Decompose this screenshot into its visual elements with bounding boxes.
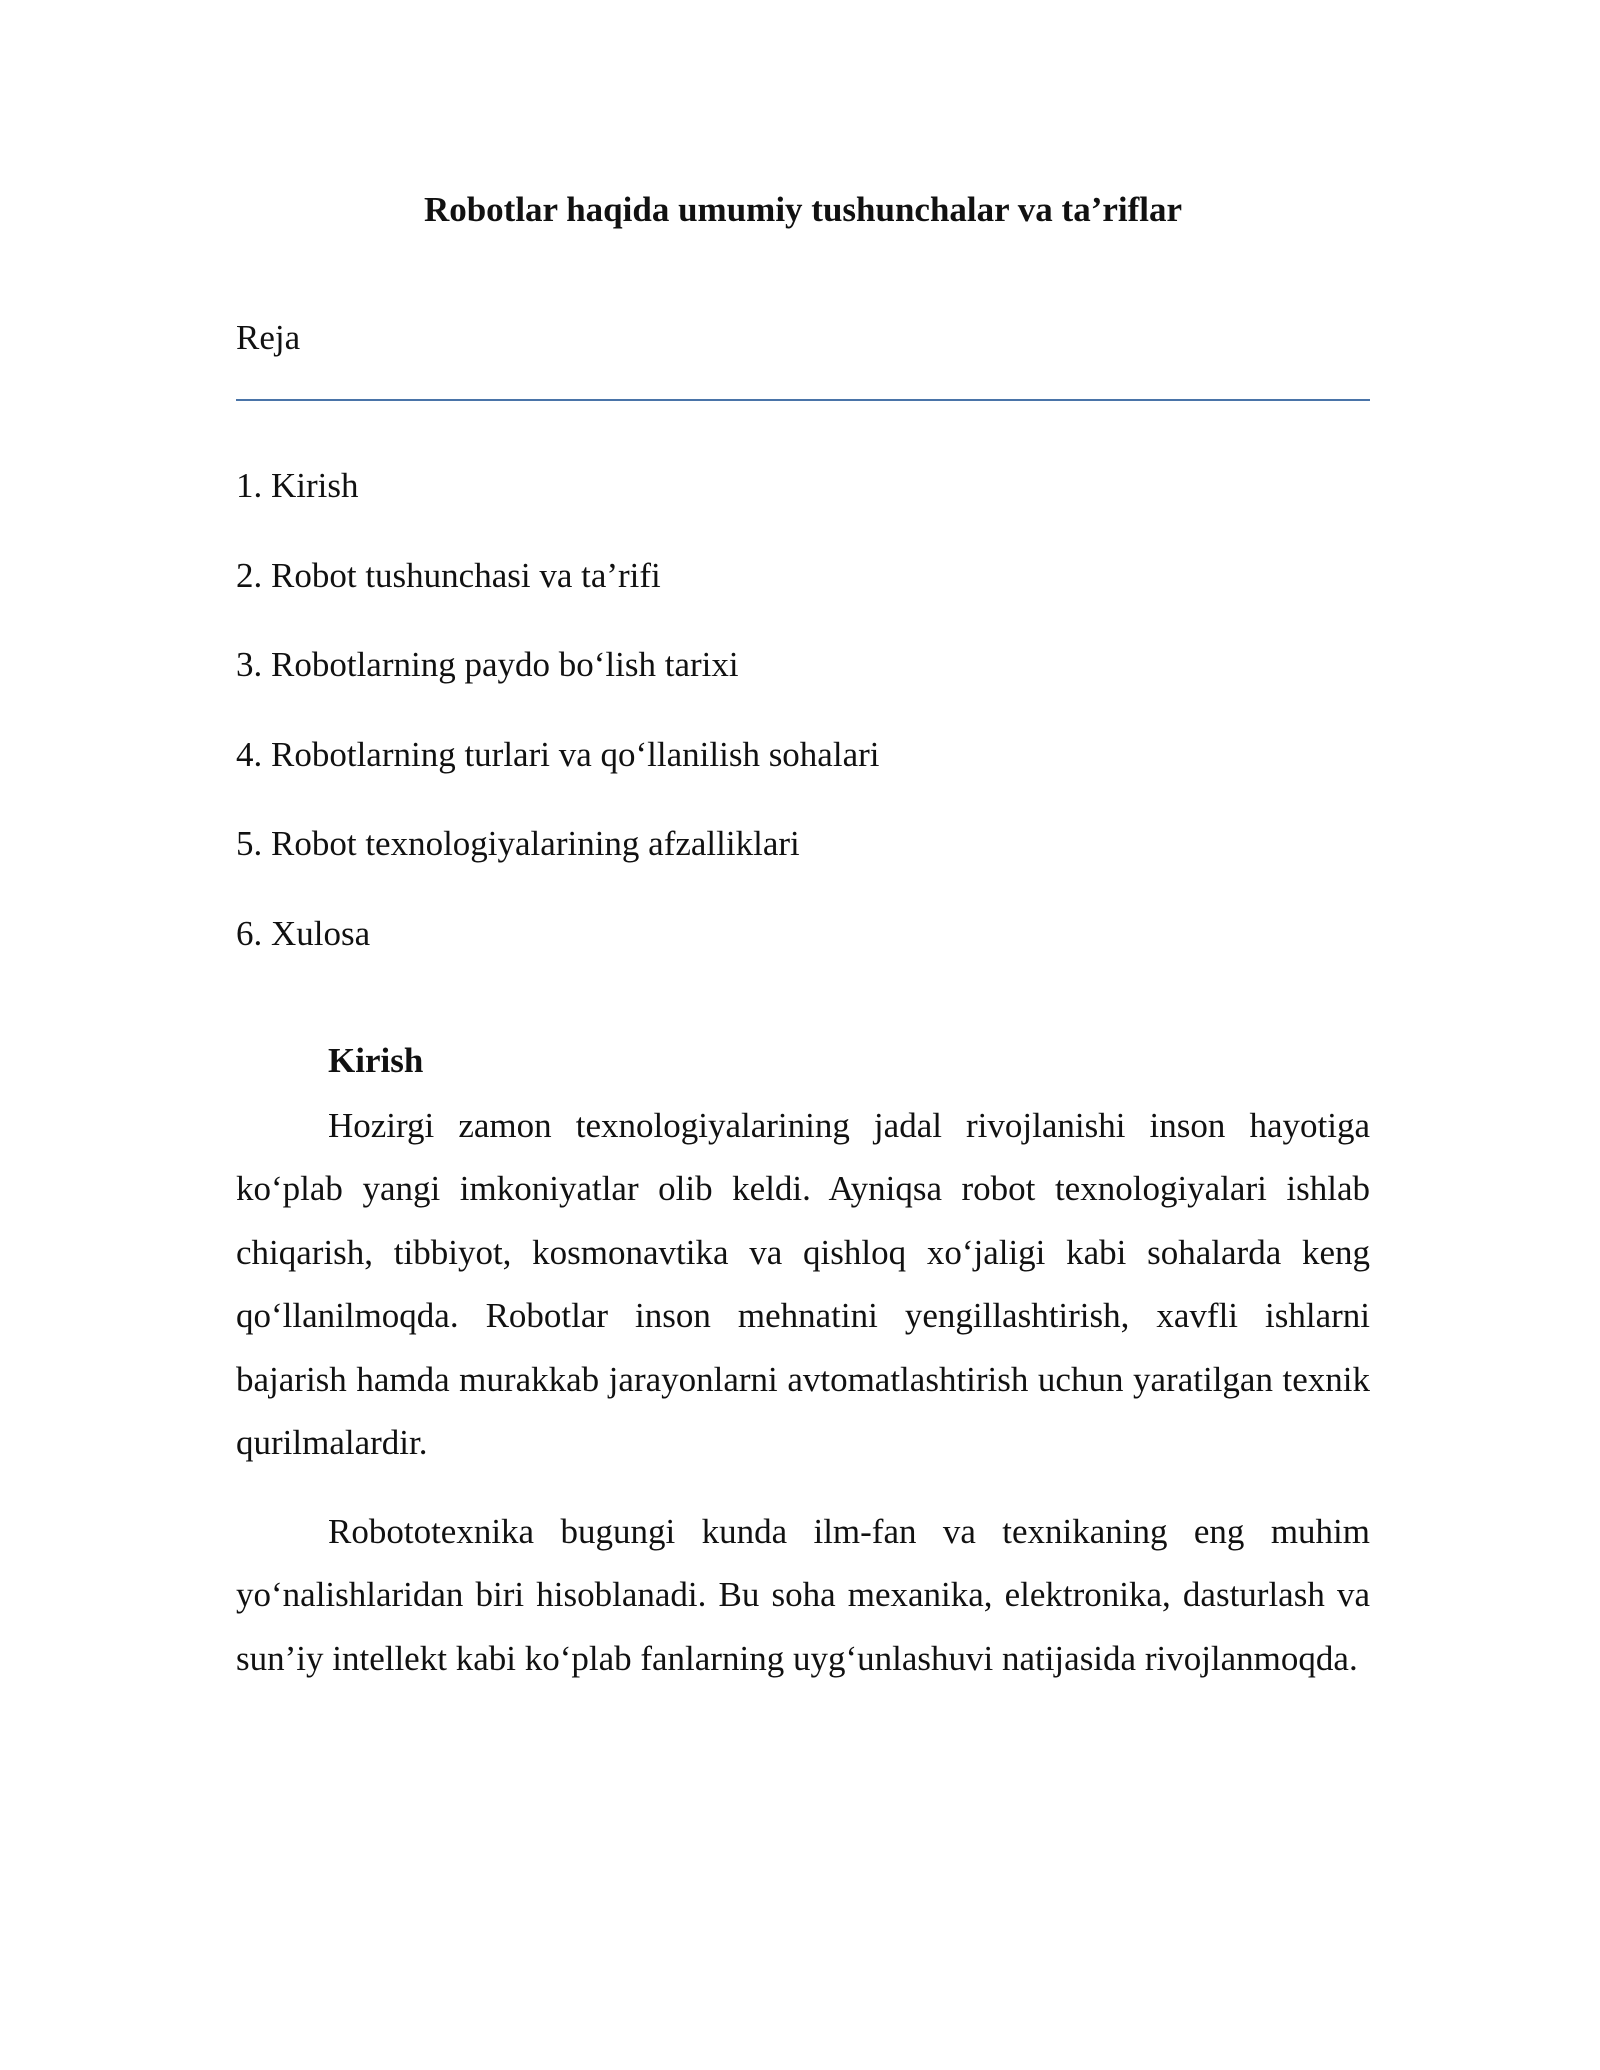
plan-item: 4. Robotlarning turlari va qo‘llanilish sohalari [236,734,880,774]
plan-item: 6. Xulosa [236,913,371,953]
plan-item: 5. Robot texnologiyalarining afzalliklari [236,824,800,864]
plan-item: 2. Robot tushunchasi va ta’rifi [236,555,661,595]
document-title: Robotlar haqida umumiy tushunchalar va ta’riflar [423,190,1183,229]
section-heading: Kirish [328,1041,424,1080]
plan-heading: Reja [236,318,301,357]
body-paragraph: Hozirgi zamon texnologiyalarining jadal rivojlanishi inson hayotiga ko‘plab yangi imkoniyatlar olib keldi. Ayniqsa robot texnologiyalari ishlab chiqarish, tibbiyot, kosmonavtika va qishloq xo‘jaligi kabi sohalarda keng qo‘llanilmoqda. Robotlar inson mehnatini yengillashtirish, xavfli ishlarni bajarish hamda murakkab jarayonlarni avtomatlashtirish uchun yaratilgan texnik qurilmalardir. [236,1106,1370,1463]
plan-item: 1. Kirish [236,466,359,505]
plan-list [236,462,1370,1000]
plan-item: 3. Robotlarning paydo bo‘lish tarixi [236,645,739,685]
body-paragraph: Robototexnika bugungi kunda ilm-fan va texnikaning eng muhim yo‘nalishlaridan biri hisoblanadi. Bu soha mexanika, elektronika, dasturlash va sun’iy intellekt kabi ko‘plab fanlarning uyg‘unlashuvi natijasida rivojlanmoqda. [236,1512,1370,1678]
plan-divider [236,399,1370,401]
